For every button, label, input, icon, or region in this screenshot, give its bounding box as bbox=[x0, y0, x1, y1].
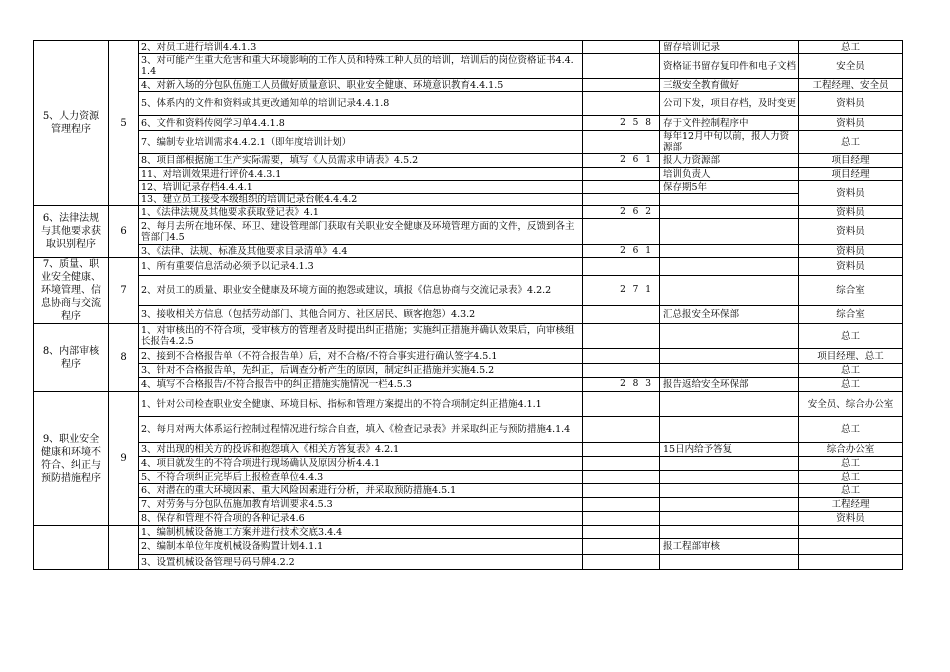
process-number-cell: 6 bbox=[109, 206, 139, 258]
record-note-cell: 资格证书留存复印件和电子文档 bbox=[660, 54, 799, 79]
record-note-cell: 汇总报安全环保部 bbox=[660, 305, 799, 324]
reference-code-cell: 2 6 1 bbox=[583, 245, 660, 258]
table-row bbox=[34, 526, 903, 539]
record-note-cell: 报人力资源部 bbox=[660, 154, 799, 168]
requirement-item-cell: 1、所有重要信息活动必须予以记录4.1.3 bbox=[139, 258, 583, 276]
responsible-person-cell: 资料员 bbox=[799, 181, 903, 206]
process-number-cell bbox=[109, 526, 139, 570]
requirement-item-cell: 3、对可能产生重大危害和重大环境影响的工作人员和特殊工种人员的培训，培训后的岗位资格证书4.4.1.4 bbox=[139, 54, 583, 79]
requirement-item-cell: 8、项目部根据施工生产实际需要，填写《人员需求申请表》4.5.2 bbox=[139, 154, 583, 168]
requirement-item-cell: 4、对新入场的分包队伍施工人员做好质量意识、职业安全健康、环境意识教育4.4.1.5 bbox=[139, 79, 583, 92]
record-note-cell bbox=[660, 392, 799, 417]
requirement-item-cell: 11、对培训效果进行评价4.4.3.1 bbox=[139, 168, 583, 181]
table-row bbox=[34, 539, 903, 555]
requirement-item-cell: 4、填写不合格报告/不符合报告中的纠正措施实施情况一栏4.5.3 bbox=[139, 378, 583, 392]
record-note-cell: 保存期5年 bbox=[660, 181, 799, 194]
table-row bbox=[34, 498, 903, 512]
responsible-person-cell bbox=[799, 526, 903, 539]
reference-code-cell bbox=[583, 324, 660, 349]
responsible-person-cell: 总工 bbox=[799, 324, 903, 349]
process-name-cell: 8、内部审核程序 bbox=[34, 324, 109, 392]
responsible-person-cell: 总工 bbox=[799, 41, 903, 54]
table-row bbox=[34, 194, 903, 206]
responsible-person-cell: 总工 bbox=[799, 131, 903, 154]
process-name-cell: 9、职业安全健康和环境不符合、纠正与预防措施程序 bbox=[34, 392, 109, 526]
table-row bbox=[34, 457, 903, 471]
reference-code-cell bbox=[583, 526, 660, 539]
table-row bbox=[34, 471, 903, 484]
responsible-person-cell: 资料员 bbox=[799, 116, 903, 131]
table-row bbox=[34, 512, 903, 526]
requirement-item-cell: 2、接到不合格报告单（不符合报告单）后，对不合格/不符合事实进行确认签字4.5.1 bbox=[139, 349, 583, 364]
record-note-cell: 公司下发，项目存档，及时变更 bbox=[660, 92, 799, 116]
responsible-person-cell: 工程经理、安全员 bbox=[799, 79, 903, 92]
table-row bbox=[34, 54, 903, 79]
responsible-person-cell: 综合室 bbox=[799, 305, 903, 324]
responsible-person-cell: 综合室 bbox=[799, 276, 903, 305]
reference-code-cell bbox=[583, 349, 660, 364]
record-note-cell bbox=[660, 219, 799, 245]
record-note-cell: 报告返给安全环保部 bbox=[660, 378, 799, 392]
table-row bbox=[34, 116, 903, 131]
reference-code-cell: 2 6 1 bbox=[583, 154, 660, 168]
process-name-cell: 7、质量、职业安全健康、环境管理、信息协商与交流程序 bbox=[34, 258, 109, 324]
reference-code-cell bbox=[583, 512, 660, 526]
reference-code-cell bbox=[583, 41, 660, 54]
process-name-cell: 5、人力资源管理程序 bbox=[34, 41, 109, 206]
reference-code-cell: 2 6 2 bbox=[583, 206, 660, 219]
record-note-cell bbox=[660, 457, 799, 471]
record-note-cell: 存于文件控制程序中 bbox=[660, 116, 799, 131]
requirement-item-cell: 12、培训记录存档4.4.4.1 bbox=[139, 181, 583, 194]
record-note-cell: 三级安全教育做好 bbox=[660, 79, 799, 92]
requirement-item-cell: 1、针对公司检查职业安全健康、环境目标、指标和管理方案提出的不符合项制定纠正措施4.1.1 bbox=[139, 392, 583, 417]
reference-code-cell bbox=[583, 54, 660, 79]
table-row bbox=[34, 305, 903, 324]
requirement-item-cell: 1、编制机械设备施工方案并进行技术交底3.4.4 bbox=[139, 526, 583, 539]
reference-code-cell bbox=[583, 219, 660, 245]
reference-code-cell bbox=[583, 305, 660, 324]
record-note-cell bbox=[660, 498, 799, 512]
table-row bbox=[34, 349, 903, 364]
record-note-cell bbox=[660, 245, 799, 258]
requirement-item-cell: 6、文件和资料传阅学习单4.4.1.8 bbox=[139, 116, 583, 131]
requirement-item-cell: 2、对员工的质量、职业安全健康及环境方面的抱怨或建议，填报《信息协商与交流记录表》4.2.2 bbox=[139, 276, 583, 305]
table-row bbox=[34, 154, 903, 168]
record-note-cell bbox=[660, 512, 799, 526]
responsible-person-cell: 项目经理 bbox=[799, 154, 903, 168]
reference-code-cell: 2 8 3 bbox=[583, 378, 660, 392]
table-row bbox=[34, 417, 903, 443]
process-name-cell: 6、法律法规与其他要求获取识别程序 bbox=[34, 206, 109, 258]
process-number-cell: 9 bbox=[109, 392, 139, 526]
reference-code-cell bbox=[583, 79, 660, 92]
requirement-item-cell: 3、接收相关方信息（包括劳动部门、其他合同方、社区居民、顾客抱怨）4.3.2 bbox=[139, 305, 583, 324]
table-row bbox=[34, 364, 903, 378]
record-note-cell bbox=[660, 484, 799, 498]
record-note-cell bbox=[660, 206, 799, 219]
record-note-cell: 每年12月中旬以前，报人力资源部 bbox=[660, 131, 799, 154]
record-note-cell: 报工程部审核 bbox=[660, 539, 799, 555]
reference-code-cell bbox=[583, 471, 660, 484]
requirement-item-cell: 3、设置机械设备管理号码号牌4.2.2 bbox=[139, 555, 583, 570]
process-number-cell: 7 bbox=[109, 258, 139, 324]
requirement-item-cell: 5、体系内的文件和资料或其更改通知单的培训记录4.4.1.8 bbox=[139, 92, 583, 116]
requirement-item-cell: 2、每月对两大体系运行控制过程情况进行综合自查，填入《检查记录表》并采取纠正与预防措施4.1.4 bbox=[139, 417, 583, 443]
responsible-person-cell bbox=[799, 539, 903, 555]
table-row bbox=[34, 206, 903, 219]
reference-code-cell bbox=[583, 392, 660, 417]
requirement-item-cell: 6、对潜在的重大环境因素、重大风险因素进行分析，并采取预防措施4.5.1 bbox=[139, 484, 583, 498]
table-row bbox=[34, 181, 903, 194]
reference-code-cell bbox=[583, 258, 660, 276]
table-row bbox=[34, 79, 903, 92]
reference-code-cell: 2 5 8 bbox=[583, 116, 660, 131]
table-row bbox=[34, 276, 903, 305]
reference-code-cell bbox=[583, 417, 660, 443]
requirement-item-cell: 8、保存和管理不符合项的各种记录4.6 bbox=[139, 512, 583, 526]
responsible-person-cell: 总工 bbox=[799, 471, 903, 484]
table-row bbox=[34, 324, 903, 349]
table-row bbox=[34, 245, 903, 258]
reference-code-cell bbox=[583, 92, 660, 116]
record-note-cell bbox=[660, 364, 799, 378]
requirement-item-cell: 2、对员工进行培训4.4.1.3 bbox=[139, 41, 583, 54]
requirement-item-cell: 4、项目就发生的不符合项进行现场确认及原因分析4.4.1 bbox=[139, 457, 583, 471]
responsible-person-cell: 资料员 bbox=[799, 92, 903, 116]
reference-code-cell bbox=[583, 168, 660, 181]
responsible-person-cell: 项目经理 bbox=[799, 168, 903, 181]
table-body bbox=[34, 41, 903, 570]
table-row bbox=[34, 555, 903, 570]
table-row bbox=[34, 258, 903, 276]
record-note-cell: 15日内给予答复 bbox=[660, 443, 799, 457]
record-note-cell bbox=[660, 555, 799, 570]
requirement-item-cell: 2、编制本单位年度机械设备购置计划4.1.1 bbox=[139, 539, 583, 555]
responsible-person-cell: 总工 bbox=[799, 417, 903, 443]
reference-code-cell bbox=[583, 443, 660, 457]
responsible-person-cell: 总工 bbox=[799, 484, 903, 498]
record-note-cell: 培训负责人 bbox=[660, 168, 799, 181]
table-row bbox=[34, 392, 903, 417]
record-note-cell bbox=[660, 194, 799, 206]
table-row bbox=[34, 131, 903, 154]
responsible-person-cell: 资料员 bbox=[799, 206, 903, 219]
responsible-person-cell: 资料员 bbox=[799, 245, 903, 258]
reference-code-cell: 2 7 1 bbox=[583, 276, 660, 305]
responsible-person-cell: 资料员 bbox=[799, 219, 903, 245]
reference-code-cell bbox=[583, 484, 660, 498]
table-row bbox=[34, 219, 903, 245]
record-note-cell bbox=[660, 471, 799, 484]
record-note-cell: 留存培训记录 bbox=[660, 41, 799, 54]
responsible-person-cell: 总工 bbox=[799, 378, 903, 392]
reference-code-cell bbox=[583, 131, 660, 154]
procedure-table-sheet bbox=[33, 40, 902, 570]
table-row bbox=[34, 443, 903, 457]
responsible-person-cell: 安全员 bbox=[799, 54, 903, 79]
responsible-person-cell bbox=[799, 555, 903, 570]
reference-code-cell bbox=[583, 457, 660, 471]
requirement-item-cell: 7、对劳务与分包队伍施加教育培训要求4.5.3 bbox=[139, 498, 583, 512]
requirement-item-cell: 3、针对不合格报告单，先纠正，后调查分析产生的原因，制定纠正措施并实施4.5.2 bbox=[139, 364, 583, 378]
requirement-item-cell: 3、对出现的相关方的投诉和抱怨填入《相关方答复表》4.2.1 bbox=[139, 443, 583, 457]
table-row bbox=[34, 168, 903, 181]
responsible-person-cell: 项目经理、总工 bbox=[799, 349, 903, 364]
requirement-item-cell: 5、不符合项纠正完毕后上报检查单位4.4.3 bbox=[139, 471, 583, 484]
responsible-person-cell: 总工 bbox=[799, 457, 903, 471]
record-note-cell bbox=[660, 349, 799, 364]
reference-code-cell bbox=[583, 539, 660, 555]
table-row bbox=[34, 92, 903, 116]
record-note-cell bbox=[660, 324, 799, 349]
requirement-item-cell: 7、编制专业培训需求4.4.2.1（即年度培训计划） bbox=[139, 131, 583, 154]
requirement-item-cell: 1、《法律法规及其他要求获取登记表》4.1 bbox=[139, 206, 583, 219]
reference-code-cell bbox=[583, 181, 660, 194]
responsible-person-cell: 资料员 bbox=[799, 512, 903, 526]
procedure-table bbox=[33, 40, 903, 570]
reference-code-cell bbox=[583, 555, 660, 570]
requirement-item-cell: 3、《法律、法规、标准及其他要求目录清单》4.4 bbox=[139, 245, 583, 258]
record-note-cell bbox=[660, 258, 799, 276]
record-note-cell bbox=[660, 417, 799, 443]
responsible-person-cell: 安全员、综合办公室 bbox=[799, 392, 903, 417]
reference-code-cell bbox=[583, 194, 660, 206]
record-note-cell bbox=[660, 276, 799, 305]
process-number-cell: 5 bbox=[109, 41, 139, 206]
process-name-cell bbox=[34, 526, 109, 570]
table-row bbox=[34, 378, 903, 392]
requirement-item-cell: 13、建立员工接受本级组织的培训记录台帐4.4.4.2 bbox=[139, 194, 583, 206]
record-note-cell bbox=[660, 526, 799, 539]
table-row bbox=[34, 41, 903, 54]
table-row bbox=[34, 484, 903, 498]
requirement-item-cell: 2、每月去所在地环保、环卫、建设管理部门获取有关职业安全健康及环境管理方面的文件，反馈到各主管部门4.5 bbox=[139, 219, 583, 245]
reference-code-cell bbox=[583, 364, 660, 378]
responsible-person-cell: 资料员 bbox=[799, 258, 903, 276]
responsible-person-cell: 总工 bbox=[799, 364, 903, 378]
requirement-item-cell: 1、对审核出的不符合项，受审核方的管理者及时提出纠正措施；实施纠正措施并确认效果后，向审核组长报告4.2.5 bbox=[139, 324, 583, 349]
reference-code-cell bbox=[583, 498, 660, 512]
process-number-cell: 8 bbox=[109, 324, 139, 392]
responsible-person-cell: 综合办公室 bbox=[799, 443, 903, 457]
responsible-person-cell: 工程经理 bbox=[799, 498, 903, 512]
